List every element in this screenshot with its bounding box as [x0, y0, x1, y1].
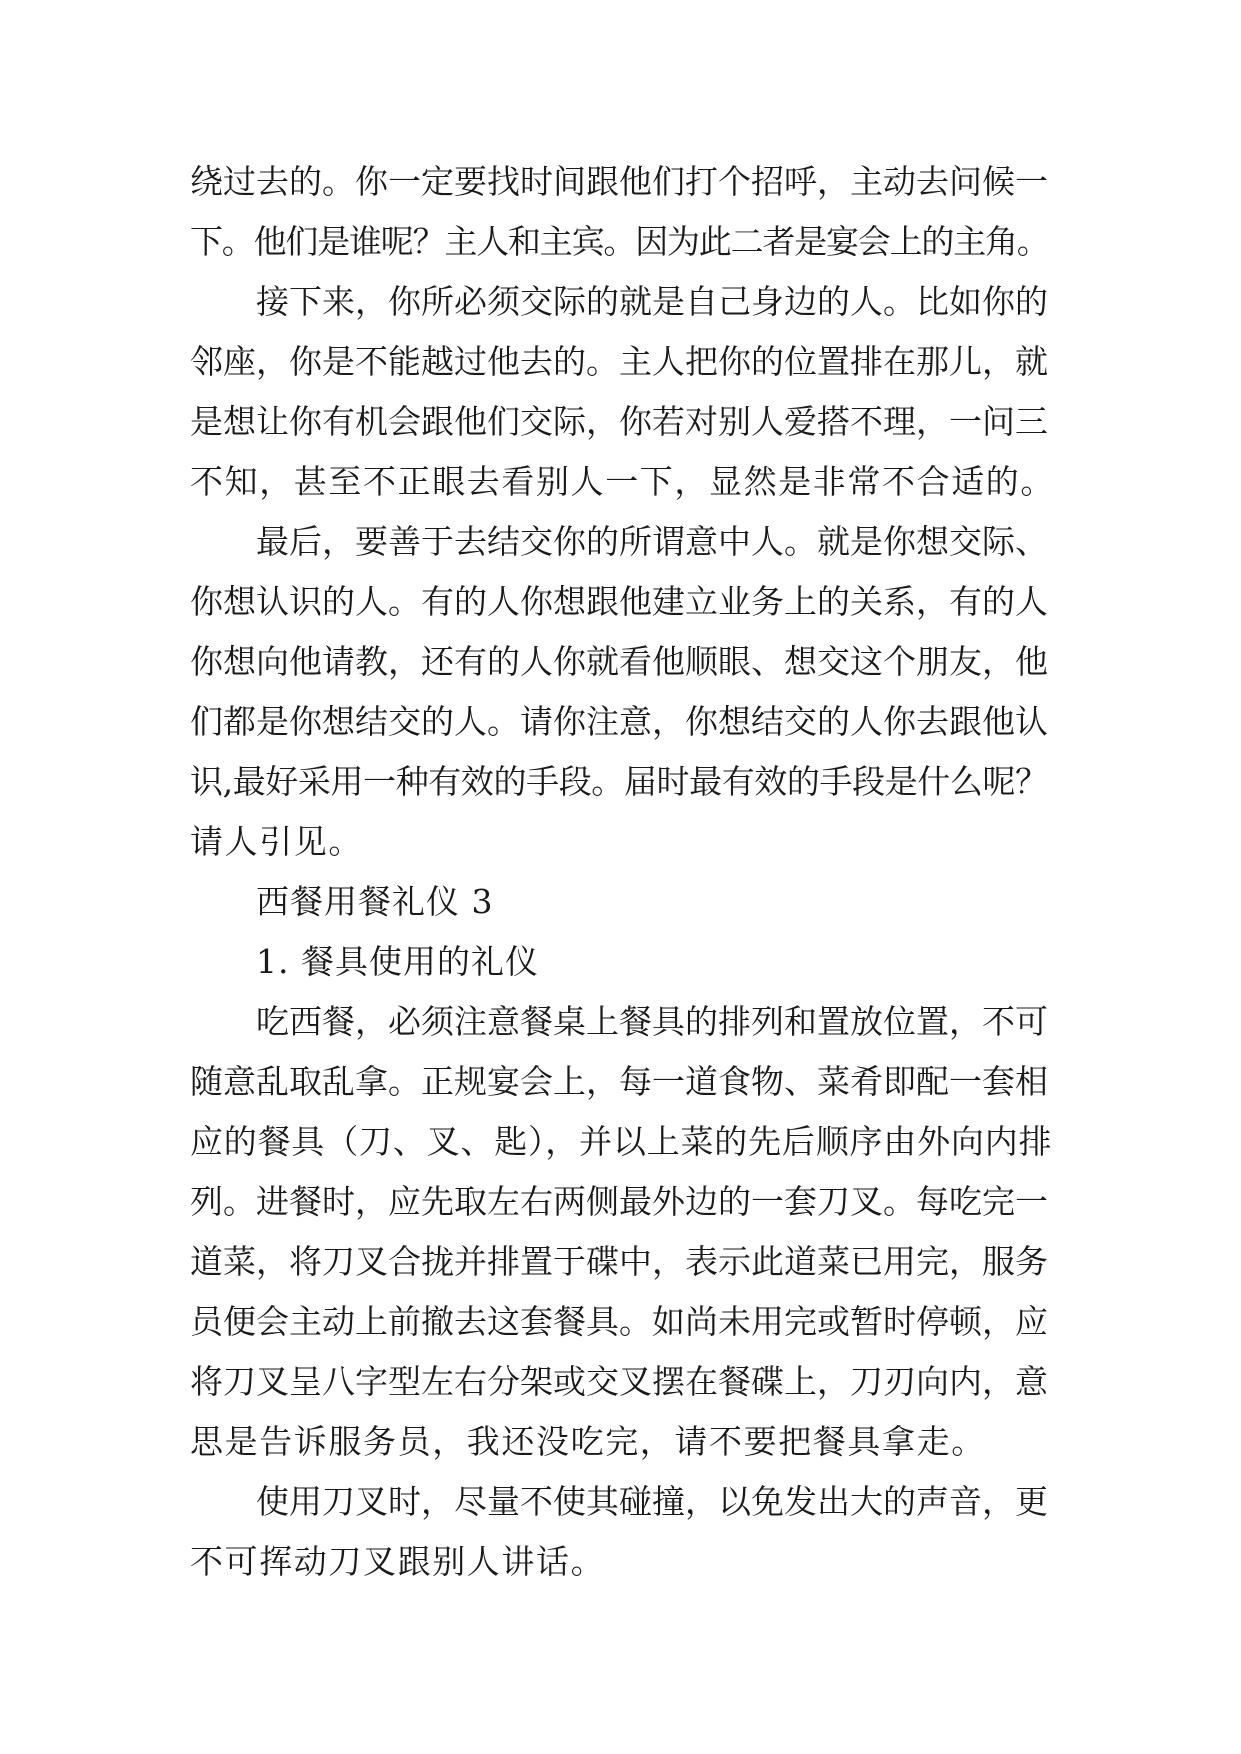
section-heading: 西餐用餐礼仪 3: [256, 882, 494, 921]
text-line: 不可挥动刀叉跟别人讲话。: [190, 1542, 606, 1581]
text-line: 使用刀叉时，尽量不使其碰撞，以免发出大的声音，更: [256, 1482, 1048, 1521]
text-line: 邻座，你是不能越过他去的。主人把你的位置排在那儿，就: [190, 342, 1048, 381]
text-line: 你想认识的人。有的人你想跟他建立业务上的关系，有的人: [190, 582, 1048, 621]
text-line: 是想让你有机会跟他们交际，你若对别人爱搭不理，一问三: [190, 402, 1048, 441]
text-line: 不知，甚至不正眼去看别人一下，显然是非常不合适的。: [190, 462, 1055, 501]
text-line: 随意乱取乱拿。正规宴会上，每一道食物、菜肴即配一套相: [190, 1062, 1048, 1101]
text-line: 识,最好采用一种有效的手段。届时最有效的手段是什么呢？: [190, 762, 1048, 801]
text-line: 绕过去的。你一定要找时间跟他们打个招呼，主动去问候一: [190, 162, 1048, 201]
text-line: 接下来，你所必须交际的就是自己身边的人。比如你的: [256, 282, 1048, 321]
text-line: 将刀叉呈八字型左右分架或交叉摆在餐碟上，刀刃向内，意: [190, 1362, 1048, 1401]
text-line: 请人引见。: [190, 822, 363, 861]
subsection-heading: 1. 餐具使用的礼仪: [256, 942, 539, 981]
text-line: 你想向他请教，还有的人你就看他顺眼、想交这个朋友，他: [190, 642, 1048, 681]
text-line: 道菜，将刀叉合拢并排置于碟中，表示此道菜已用完，服务: [190, 1242, 1048, 1281]
text-line: 下。他们是谁呢？主人和主宾。因为此二者是宴会上的主角。: [190, 222, 1049, 261]
text-line: 吃西餐，必须注意餐桌上餐具的排列和置放位置，不可: [256, 1002, 1048, 1041]
text-line: 列。进餐时，应先取左右两侧最外边的一套刀叉。每吃完一: [190, 1182, 1048, 1221]
text-line: 思是告诉服务员，我还没吃完，请不要把餐具拿走。: [190, 1422, 986, 1461]
text-line: 应的餐具（刀、叉、匙），并以上菜的先后顺序由外向内排: [190, 1122, 1053, 1161]
text-line: 员便会主动上前撤去这套餐具。如尚未用完或暂时停顿，应: [190, 1302, 1048, 1341]
text-line: 们都是你想结交的人。请你注意，你想结交的人你去跟他认: [190, 702, 1048, 741]
text-line: 最后，要善于去结交你的所谓意中人。就是你想交际、: [256, 522, 1048, 561]
